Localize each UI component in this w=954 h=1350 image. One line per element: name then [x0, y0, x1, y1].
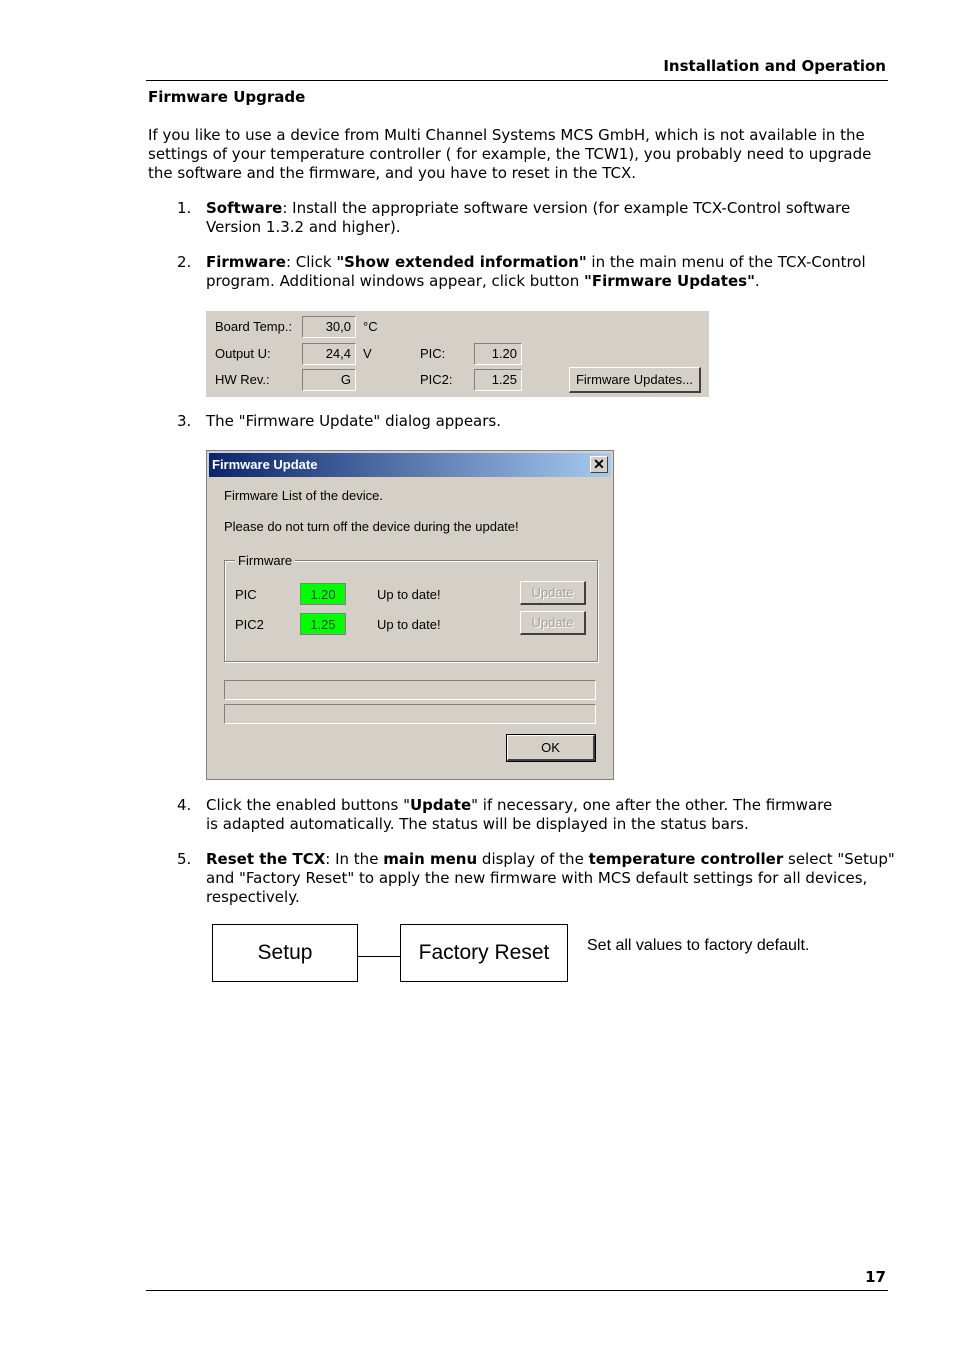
dialog-line-1: Firmware List of the device.	[224, 488, 383, 503]
step-number: 5.	[177, 850, 192, 868]
emphasis: "Firmware Updates"	[584, 272, 755, 290]
pic-label: PIC:	[420, 346, 446, 361]
output-u-label: Output U:	[215, 346, 271, 361]
firmware-group-title: Firmware	[235, 553, 295, 568]
board-temp-unit: °C	[363, 319, 378, 334]
section-title: Firmware Upgrade	[148, 88, 306, 106]
firmware-row-name: PIC2	[235, 617, 264, 632]
output-u-unit: V	[363, 346, 372, 361]
running-header: Installation and Operation	[663, 57, 886, 75]
update-button[interactable]: Update	[520, 581, 586, 605]
hw-rev-label: HW Rev.:	[215, 372, 270, 387]
dialog-line-2: Please do not turn off the device during the update!	[224, 519, 519, 534]
firmware-row-status: Up to date!	[377, 587, 441, 602]
menu-connector	[358, 956, 401, 957]
board-temp-value: 30,0	[302, 316, 356, 338]
extended-info-panel	[206, 311, 709, 397]
firmware-row-version: 1.25	[300, 613, 346, 635]
header-rule	[146, 80, 888, 81]
pic2-value: 1.25	[474, 369, 522, 391]
step-number: 4.	[177, 796, 192, 814]
emphasis: "Show extended information"	[336, 253, 587, 271]
emphasis: Reset the TCX	[206, 850, 326, 868]
emphasis: temperature controller	[588, 850, 784, 868]
output-u-value: 24,4	[302, 343, 356, 365]
page-number: 17	[865, 1268, 886, 1286]
firmware-updates-button[interactable]: Firmware Updates...	[569, 367, 701, 393]
footer-rule	[146, 1290, 888, 1291]
dialog-titlebar	[209, 453, 611, 477]
factory-reset-note: Set all values to factory default.	[587, 937, 810, 954]
emphasis: Firmware	[206, 253, 286, 271]
step-text: Click the enabled buttons "Update" if necessary, one after the other. The firmware is adapted automatically. The status will be displayed in the status bars.	[206, 796, 833, 833]
pic2-label: PIC2:	[420, 372, 453, 387]
intro-paragraph: If you like to use a device from Multi Channel Systems MCS GmbH, which is not available in the settings of your temperature controller ( for example, the TCW1), you probably need to upgrade the software and the firmware, and you have to reset in the TCX.	[148, 126, 872, 182]
firmware-row-version: 1.20	[300, 583, 346, 605]
hw-rev-value: G	[302, 369, 356, 391]
step-text: Reset the TCX: In the main menu display of the temperature controller select "Setup" and "Factory Reset" to apply the new firmware with MCS default settings for all devices, respectively.	[206, 850, 895, 906]
factory-reset-menu-box: Factory Reset	[400, 924, 568, 982]
update-button[interactable]: Update	[520, 611, 586, 635]
dialog-title: Firmware Update	[212, 457, 318, 472]
step-text: The "Firmware Update" dialog appears.	[206, 412, 501, 430]
step-number: 1.	[177, 199, 192, 217]
firmware-row-status: Up to date!	[377, 617, 441, 632]
emphasis: Update	[410, 796, 472, 814]
ok-button[interactable]: OK	[507, 735, 595, 761]
setup-menu-box: Setup	[212, 924, 358, 982]
firmware-row-name: PIC	[235, 587, 257, 602]
progress-bar	[224, 680, 596, 700]
emphasis: Software	[206, 199, 283, 217]
step-text: Firmware: Click "Show extended information" in the main menu of the TCX-Control program. Additional windows appear, click button "Firmware Updates".	[206, 253, 866, 290]
progress-bar	[224, 704, 596, 724]
close-icon[interactable]: ✕	[590, 456, 608, 473]
firmware-update-dialog	[206, 450, 614, 780]
step-text: Software: Install the appropriate software version (for example TCX-Control software Version 1.3.2 and higher).	[206, 199, 851, 236]
step-number: 3.	[177, 412, 192, 430]
step-number: 2.	[177, 253, 192, 271]
pic-value: 1.20	[474, 343, 522, 365]
emphasis: main menu	[383, 850, 478, 868]
board-temp-label: Board Temp.:	[215, 319, 293, 334]
